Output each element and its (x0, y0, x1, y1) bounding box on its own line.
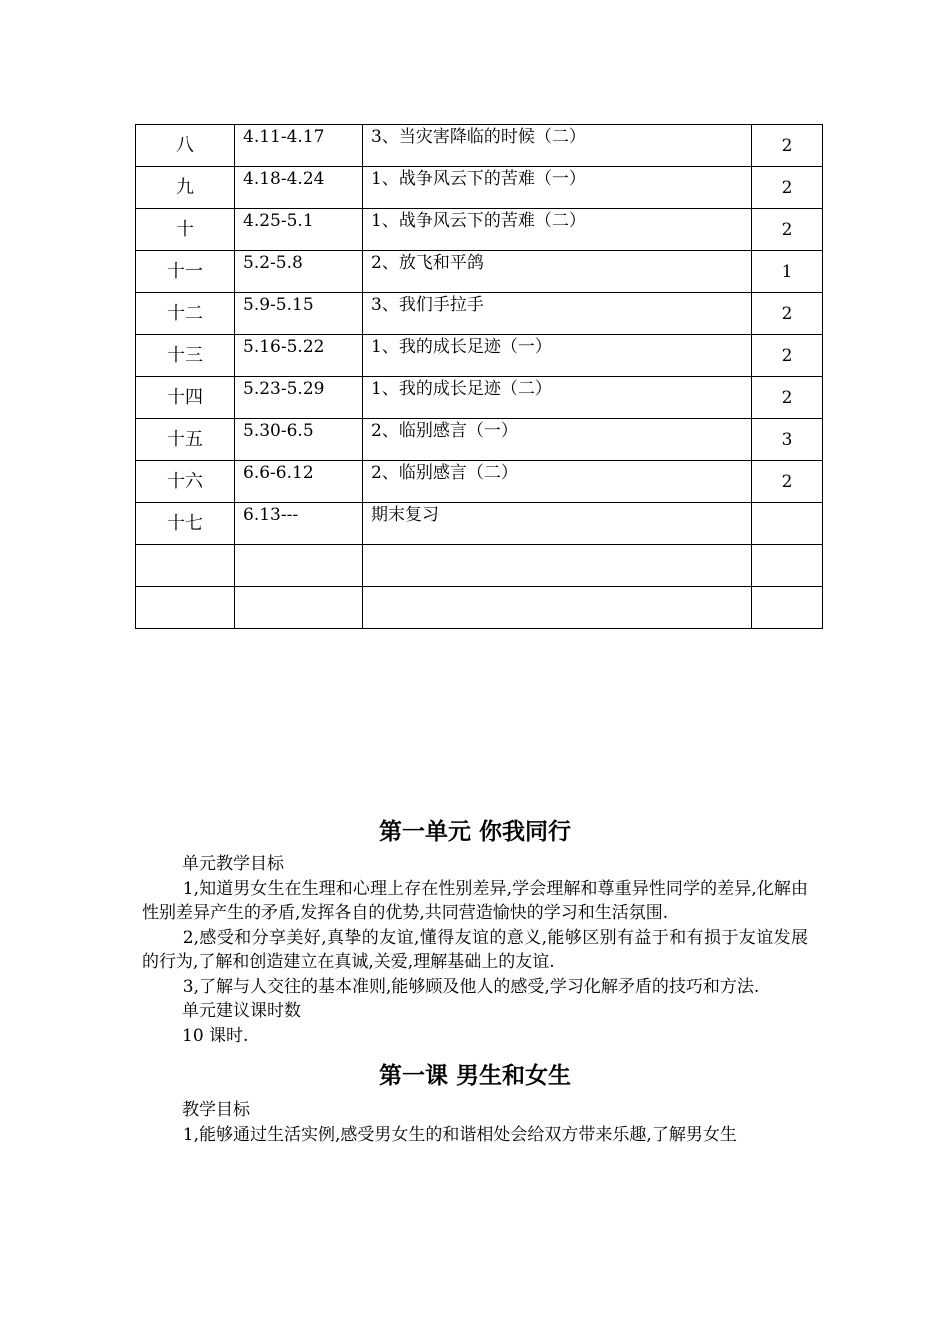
lesson-title: 第一课 男生和女生 (378, 1062, 571, 1089)
table-row (136, 293, 823, 335)
lesson-goals-label: 教学目标 (182, 1100, 250, 1120)
week-cell: 十 (136, 209, 235, 251)
week-cell (136, 545, 235, 587)
class-hours-cell: 3 (752, 419, 823, 461)
lesson-content-cell: 3、当灾害降临的时候（二） (363, 125, 752, 167)
class-hours-cell (752, 587, 823, 629)
week-cell: 九 (136, 167, 235, 209)
lesson-content-cell: 期末复习 (363, 503, 752, 545)
unit-hours-label: 单元建议课时数 (182, 1001, 301, 1021)
table-row (136, 461, 823, 503)
week-cell: 八 (136, 125, 235, 167)
date-range-cell: 6.6-6.12 (235, 461, 363, 503)
lesson-content-cell: 3、我们手拉手 (363, 293, 752, 335)
class-hours-cell: 2 (752, 335, 823, 377)
date-range-cell: 5.30-6.5 (235, 419, 363, 461)
lesson-content-cell: 2、临别感言（一） (363, 419, 752, 461)
week-cell: 十一 (136, 251, 235, 293)
week-cell: 十五 (136, 419, 235, 461)
lesson-content-cell: 2、临别感言（二） (363, 461, 752, 503)
week-cell: 十七 (136, 503, 235, 545)
class-hours-cell (752, 503, 823, 545)
schedule-table-body (136, 125, 823, 629)
lesson-goal-1: 1,能够通过生活实例,感受男女生的和谐相处会给双方带来乐趣,了解男女生 (182, 1124, 737, 1145)
week-cell: 十四 (136, 377, 235, 419)
table-row (136, 251, 823, 293)
date-range-cell: 5.16-5.22 (235, 335, 363, 377)
class-hours-cell (752, 545, 823, 587)
teaching-schedule-table (135, 124, 823, 629)
week-cell: 十六 (136, 461, 235, 503)
date-range-cell: 5.9-5.15 (235, 293, 363, 335)
unit-section (142, 812, 808, 1147)
class-hours-cell: 2 (752, 461, 823, 503)
date-range-cell (235, 587, 363, 629)
lesson-content-cell (363, 587, 752, 629)
date-range-cell: 4.18-4.24 (235, 167, 363, 209)
lesson-content-cell: 1、我的成长足迹（二） (363, 377, 752, 419)
table-row (136, 545, 823, 587)
table-row (136, 503, 823, 545)
table-row (136, 377, 823, 419)
week-cell (136, 587, 235, 629)
date-range-cell: 4.11-4.17 (235, 125, 363, 167)
table-row (136, 125, 823, 167)
unit-hours-value: 10 课时. (182, 1025, 249, 1046)
table-row (136, 167, 823, 209)
unit-title: 第一单元 你我同行 (378, 818, 571, 845)
date-range-cell: 5.2-5.8 (235, 251, 363, 293)
unit-goal-1: 1,知道男女生在生理和心理上存在性别差异,学会理解和尊重异性同学的差异,化解由性别差异产生的矛盾,发挥各自的优势,共同营造愉快的学习和生活氛围. (142, 878, 808, 923)
table-row (136, 209, 823, 251)
date-range-cell: 5.23-5.29 (235, 377, 363, 419)
class-hours-cell: 2 (752, 377, 823, 419)
class-hours-cell: 2 (752, 125, 823, 167)
week-cell: 十三 (136, 335, 235, 377)
class-hours-cell: 2 (752, 167, 823, 209)
class-hours-cell: 2 (752, 293, 823, 335)
lesson-content-cell: 1、我的成长足迹（一） (363, 335, 752, 377)
lesson-content-cell: 1、战争风云下的苦难（二） (363, 209, 752, 251)
unit-goals-label: 单元教学目标 (182, 854, 284, 874)
week-cell: 十二 (136, 293, 235, 335)
unit-goal-3: 3,了解与人交往的基本准则,能够顾及他人的感受,学习化解矛盾的技巧和方法. (182, 976, 760, 997)
lesson-content-cell (363, 545, 752, 587)
class-hours-cell: 2 (752, 209, 823, 251)
table-row (136, 335, 823, 377)
unit-goal-2: 2,感受和分享美好,真挚的友谊,懂得友谊的意义,能够区别有益于和有损于友谊发展的行为,了解和创造建立在真诚,关爱,理解基础上的友谊. (142, 927, 808, 972)
lesson-content-cell: 2、放飞和平鸽 (363, 251, 752, 293)
lesson-content-cell: 1、战争风云下的苦难（一） (363, 167, 752, 209)
class-hours-cell: 1 (752, 251, 823, 293)
date-range-cell (235, 545, 363, 587)
table-row (136, 419, 823, 461)
date-range-cell: 6.13--- (235, 503, 363, 545)
date-range-cell: 4.25-5.1 (235, 209, 363, 251)
table-row (136, 587, 823, 629)
